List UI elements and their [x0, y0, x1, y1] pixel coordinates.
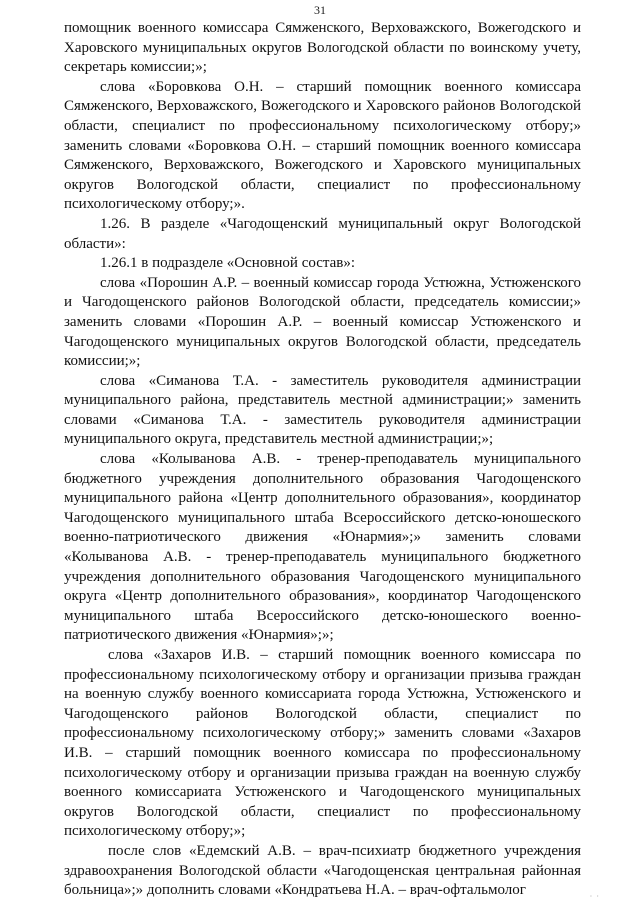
section-heading-1-26: 1.26. В разделе «Чагодощенский муниципальный округ Вологодской области»: — [64, 215, 581, 252]
document-body — [64, 19, 581, 901]
paragraph-poroshin: слова «Порошин А.Р. – военный комиссар города Устюжна, Устюженского и Чагодощенского районов Вологодской области, председатель комиссии;» заменить словами «Порошин А.Р. – военный комиссар Устюженского и Чагодощенского муниципальных округов Вологодской области, председатель комиссии;»; — [64, 274, 581, 370]
paragraph-simanova: слова «Симанова Т.А. - заместитель руководителя администрации муниципального района, представитель местной администрации;» заменить словами «Симанова Т.А. - заместитель руководителя администрации муниципального округа, представитель местной администрации;»; — [64, 372, 581, 448]
paragraph-continuation: помощник военного комиссара Сямженского, Верховажского, Вожегодского и Харовского муниципальных округов Вологодской области по воинскому учету, секретарь комиссии;»; — [64, 20, 581, 76]
subsection-heading-1-26-1: 1.26.1 в подразделе «Основной состав»: — [100, 255, 356, 272]
paragraph-edemsky: после слов «Едемский А.В. – врач-психиатр бюджетного учреждения здравоохранения Вологодской области «Чагодощенская центральная районная больница»;» дополнить словами «Кондратьева Н.А. – врач-офтальмолог — [64, 842, 581, 899]
paragraph-borovkova: слова «Боровкова О.Н. – старший помощник военного комиссара Сямженского, Верховажского, Вожегодского и Харовского районов Вологодской области, специалист по профессиональному психологическому отбору;» заменить словами «Боровкова О.Н. – старший помощник военного комиссара Сямженского, Верховажского, Вожегодского и Харовского муниципальных округов Вологодской области, специалист по профессиональному психологическому отбору;». — [64, 78, 581, 213]
paragraph-kolyvanova: слова «Колыванова А.В. - тренер-преподаватель муниципального бюджетного учреждения дополнительного образования Чагодощенского муниципального района «Центр дополнительного образования», координатор Чагодощенского муниципального штаба Всероссийского детско-юношеского военно-патриотического движения «Юнармия»;» заменить словами «Колыванова А.В. - тренер-преподаватель муниципального бюджетного учреждения дополнительного образования Чагодощенского муниципального округа «Центр дополнительного образования», координатор Чагодощенского муниципального штаба Всероссийского детско-юношеского военно-патриотического движения «Юнармия»;»; — [64, 451, 581, 644]
footer-mark: · · — [589, 892, 600, 901]
page-number: 31 — [314, 3, 326, 17]
paragraph-zakharov: слова «Захаров И.В. – старший помощник военного комиссара по профессиональному психологическому отбору и организации призыва граждан на военную службу военного комиссариата города Устюжна, Устюженского и Чагодощенского районов Вологодской области, специалист по профессиональному психологическому отбору;» заменить словами «Захаров И.В. – старший помощник военного комиссара по профессиональному психологическому отбору и организации призыва граждан на военную службу военного комиссариата Устюженского и Чагодощенского муниципальных округов Вологодской области, специалист по профессиональному психологическому отбору;»; — [64, 647, 581, 840]
